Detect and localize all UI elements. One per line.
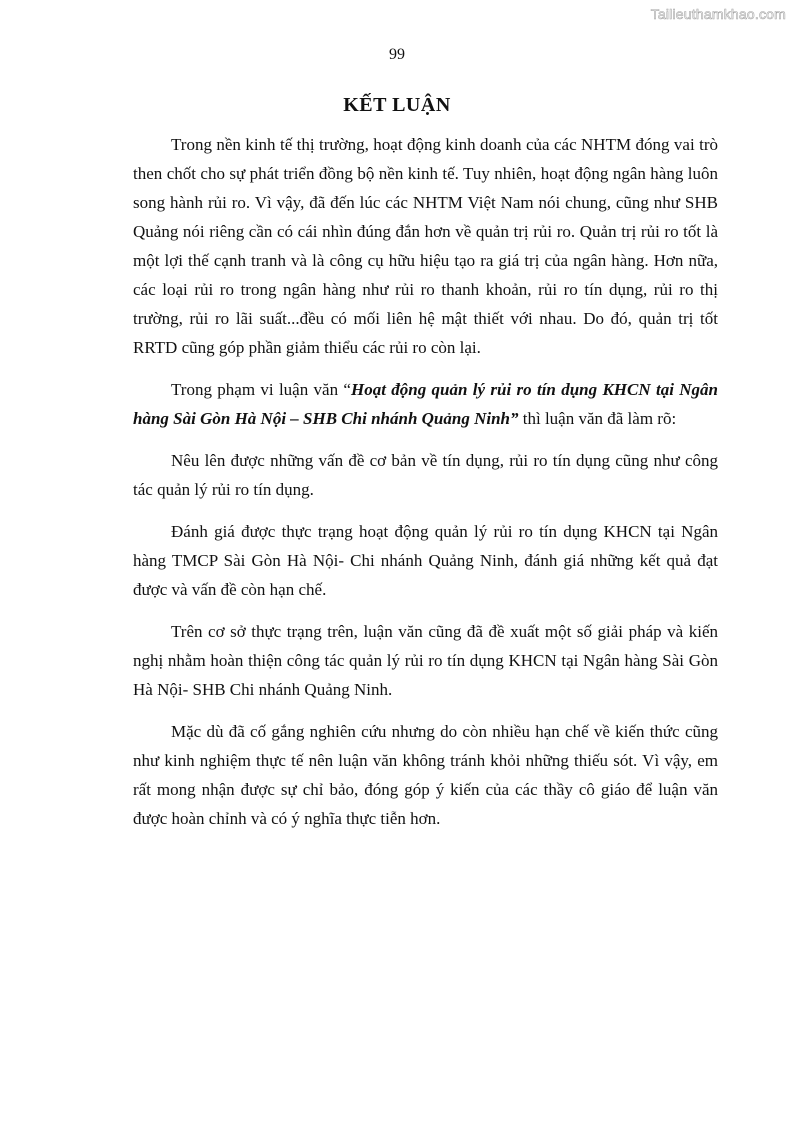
paragraph-finding-1: Nêu lên được những vấn đề cơ bản về tín dụng, rủi ro tín dụng cũng như công tác quản lý rủi ro tín dụng.	[133, 451, 718, 499]
watermark: Tailieuthamkhao.com	[650, 6, 786, 22]
paragraph-closing: Mặc dù đã cố gắng nghiên cứu nhưng do còn nhiều hạn chế về kiến thức cũng như kinh nghiệm thực tế nên luận văn không tránh khỏi những thiếu sót. Vì vậy, em rất mong nhận được sự chỉ bảo, đóng góp ý kiến của các thầy cô giáo để luận văn được hoàn chỉnh và có ý nghĩa thực tiễn hơn.	[133, 722, 718, 828]
paragraph-finding-2: Đánh giá được thực trạng hoạt động quản lý rủi ro tín dụng KHCN tại Ngân hàng TMCP Sài Gòn Hà Nội- Chi nhánh Quảng Ninh, đánh giá những kết quả đạt được và vấn đề còn hạn chế.	[133, 522, 718, 599]
paragraph-finding-3: Trên cơ sở thực trạng trên, luận văn cũng đã đề xuất một số giải pháp và kiến nghị nhằm hoàn thiện công tác quản lý rủi ro tín dụng KHCN tại Ngân hàng Sài Gòn Hà Nội- SHB Chi nhánh Quảng Ninh.	[133, 622, 718, 699]
page-title: KẾT LUẬN	[343, 94, 451, 116]
scope-prefix: Trong phạm vi luận văn “	[171, 380, 351, 399]
scope-suffix: thì luận văn đã làm rõ:	[518, 409, 677, 428]
document-body	[133, 130, 718, 846]
thesis-title: Hoạt động quản lý rủi ro tín dụng KHCN tại Ngân hàng Sài Gòn Hà Nội – SHB Chi nhánh Quảng Ninh”	[133, 380, 718, 428]
paragraph-intro: Trong nền kinh tế thị trường, hoạt động kinh doanh của các NHTM đóng vai trò then chốt cho sự phát triển đồng bộ nền kinh tế. Tuy nhiên, hoạt động ngân hàng luôn song hành rủi ro. Vì vậy, đã đến lúc các NHTM Việt Nam nói chung, cũng như SHB Quảng nói riêng cần có cái nhìn đúng đắn hơn về quản trị rủi ro. Quản trị rủi ro tốt là một lợi thế cạnh tranh và là công cụ hữu hiệu tạo ra giá trị của ngân hàng. Hơn nữa, các loại rủi ro trong ngân hàng như rủi ro thanh khoản, rủi ro tín dụng, rủi ro thị trường, rủi ro lãi suất...đều có mối liên hệ mật thiết với nhau. Do đó, quản trị tốt RRTD cũng góp phần giảm thiểu các rủi ro còn lại.	[133, 135, 718, 357]
paragraph-scope	[133, 375, 718, 433]
page-number: 99	[389, 46, 405, 63]
